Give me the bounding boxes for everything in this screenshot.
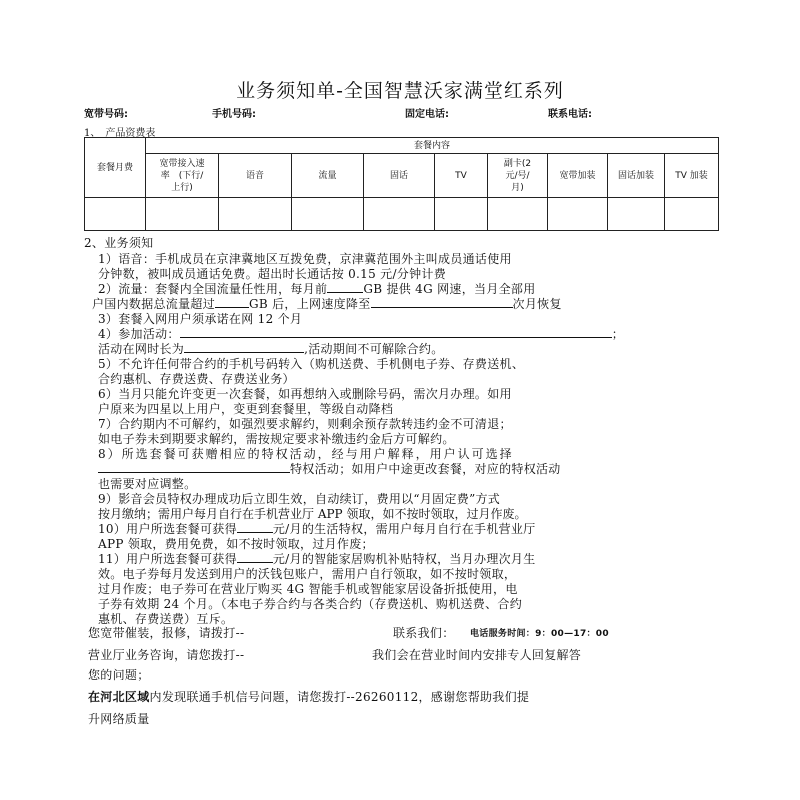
fill-in-blank-privilege[interactable] — [98, 461, 290, 473]
fill-in-blank-duration[interactable] — [184, 341, 304, 353]
notice-2-text-c: 户国内数据总流量超过 — [92, 297, 216, 311]
mobile-number-label: 手机号码: — [212, 109, 256, 120]
notice-2-text-e: 次月恢复 — [512, 297, 562, 311]
notice-7-line1: 7）合约期内不可解约，如强烈要求解约，则剩余预存款转违约金不可清退； — [98, 417, 512, 431]
cell-empty[interactable] — [665, 198, 719, 231]
notice-11-line4: 子券有效期 24 个月。（本电子券合约与各类合约（存费送机、购机送费、合约 — [98, 597, 523, 611]
header-voice: 语音 — [219, 154, 292, 198]
fill-in-blank-subsidy[interactable] — [237, 551, 273, 563]
header-bandwidth-rate-line1: 宽带接入速 — [159, 158, 205, 169]
notice-10-text-b: 元/月的生活特权，需用户每月自行在手机营业厅 — [272, 522, 536, 536]
header-bandwidth-rate — [146, 154, 219, 198]
footer-reply-note: 我们会在营业时间内安排专人回复解答 — [372, 648, 582, 662]
footer-business-consult: 营业厅业务咨询，请您拨打-- — [88, 648, 245, 662]
footer-signal-line2: 升网络质量 — [88, 712, 150, 726]
notice-11-line3: 过月作废；电子券可在营业厅购买 4G 智能手机或智能家居设备折抵使用，电 — [98, 582, 518, 596]
footer-service-hours: 电话服务时间：9：00—17：00 — [470, 629, 609, 639]
notice-10-line2: APP 领取，费用免费，如不按时领取，过月作废； — [98, 537, 374, 551]
footer-region: 在河北区域 — [88, 690, 150, 704]
cell-empty[interactable] — [219, 198, 292, 231]
footer-your-question: 您的问题； — [88, 668, 150, 682]
header-tv-addon: TV 加装 — [665, 154, 719, 198]
fill-in-blank-activity[interactable] — [180, 326, 612, 338]
notice-9-line2: 按月缴纳；需用户每月自行在手机营业厅 APP 领取，如不按时领取，过月作废。 — [98, 507, 527, 521]
notice-6-line2: 户原来为四星以上用户，变更到套餐里，等级自动降档 — [98, 402, 394, 416]
notice-8-line1: 8）所选套餐可获赠相应的特权活动，经与用户解释，用户认可选择 — [98, 447, 514, 461]
header-plan-month: 套餐月费 — [85, 138, 146, 198]
header-sub-card-line1: 副卡(2 — [503, 158, 532, 169]
cell-empty[interactable] — [146, 198, 219, 231]
header-fixed-addon: 固话加装 — [608, 154, 665, 198]
notice-2-text-b: GB 提供 4G 网速，当月全部用 — [363, 282, 536, 296]
notice-5-line1: 5）不允许任何带合约的手机号码转入（购机送费、手机侧电子券、存费送机、 — [98, 357, 525, 371]
footer-broadband-repair: 您宽带催装，报修，请拨打-- — [88, 626, 245, 640]
fill-in-blank-speed[interactable] — [371, 296, 513, 308]
cell-empty[interactable] — [292, 198, 364, 231]
footer-signal-line1 — [88, 688, 529, 705]
header-sub-card — [488, 154, 548, 198]
notice-4-text-a: 4）参加活动： — [98, 327, 180, 341]
fee-table — [84, 137, 719, 231]
notice-11-line5: 惠机、存费送费）互斥。 — [98, 612, 234, 626]
notice-8-line3: 也需要对应调整。 — [98, 477, 197, 491]
header-bandwidth-rate-line2: 率 (下行/ — [160, 170, 204, 181]
notice-8-text-b: 特权活动；如用户中途更改套餐，对应的特权活动 — [290, 462, 561, 476]
notice-11-text-a: 11）用户所选套餐可获得 — [98, 552, 237, 566]
contact-phone-label: 联系电话: — [548, 109, 592, 120]
cell-empty[interactable] — [548, 198, 608, 231]
header-tv: TV — [435, 154, 488, 198]
header-sub-card-line2: 元/号/ — [505, 170, 530, 181]
notice-2-text-a: 2）流量：套餐内全国流量任性用，每月前 — [98, 282, 328, 296]
notice-3: 3）套餐入网用户须承诺在网 12 个月 — [98, 312, 303, 326]
header-fixed-line: 固话 — [364, 154, 435, 198]
header-sub-card-line3: 月) — [511, 182, 524, 193]
notice-9-line1: 9）影音会员特权办理成功后立即生效，自动续订，费用以“月固定费”方式 — [98, 492, 501, 506]
header-broadband-addon: 宽带加装 — [548, 154, 608, 198]
header-traffic: 流量 — [292, 154, 364, 198]
fill-in-blank-gb[interactable] — [327, 281, 363, 293]
header-bandwidth-rate-line3: 上行) — [171, 182, 193, 193]
notice-2-text-d: GB 后，上网速度降至 — [249, 297, 371, 311]
notice-5-line2: 合约惠机、存费送费、存费送业务） — [98, 372, 295, 386]
fill-in-blank-life-privilege[interactable] — [237, 521, 273, 533]
notice-10-text-a: 10）用户所选套餐可获得 — [98, 522, 237, 536]
notice-7-line2: 如电子券未到期要求解约，需按规定要求补缴违约金后方可解约。 — [98, 432, 455, 446]
broadband-number-label: 宽带号码: — [84, 109, 128, 120]
notice-11-line2: 效。电子券每月发送到用户的沃钱包账户，需用户自行领取，如不按时领取， — [98, 567, 517, 581]
notice-4-text-b: 活动在网时长为 — [98, 342, 185, 356]
section-notice-heading: 2、业务须知 — [84, 236, 154, 250]
section-fee-table-heading: 1、 产品资费表 — [84, 128, 156, 139]
fill-in-blank-gb-limit[interactable] — [215, 296, 249, 308]
cell-empty[interactable] — [364, 198, 435, 231]
footer-contact-us: 联系我们： — [393, 626, 455, 640]
page-title: 业务须知单-全国智慧沃家满堂红系列 — [236, 80, 564, 102]
footer-signal-text: 内发现联通手机信号问题，请您拨打--26260112，感谢您帮助我们提 — [149, 690, 530, 704]
notice-4-text-c: ,活动期间不可解除合约。 — [304, 342, 444, 356]
notice-1-line1: 1）语音：手机成员在京津冀地区互拨免费，京津冀范围外主叫成员通话使用 — [98, 252, 512, 266]
cell-empty[interactable] — [608, 198, 665, 231]
notice-1-line2: 分钟数，被叫成员通话免费。超出时长通话按 0.15 元/分钟计费 — [98, 267, 446, 281]
notice-11-text-b: 元/月的智能家居购机补贴特权，当月办理次月生 — [272, 552, 536, 566]
cell-empty[interactable] — [435, 198, 488, 231]
header-plan-content: 套餐内容 — [146, 138, 719, 154]
notice-6-line1: 6）当月只能允许变更一次套餐，如再想纳入或删除号码，需次月办理。如用 — [98, 387, 512, 401]
cell-empty[interactable] — [85, 198, 146, 231]
fixed-phone-label: 固定电话: — [405, 109, 449, 120]
notice-4-text-end: ； — [611, 327, 625, 341]
cell-empty[interactable] — [488, 198, 548, 231]
